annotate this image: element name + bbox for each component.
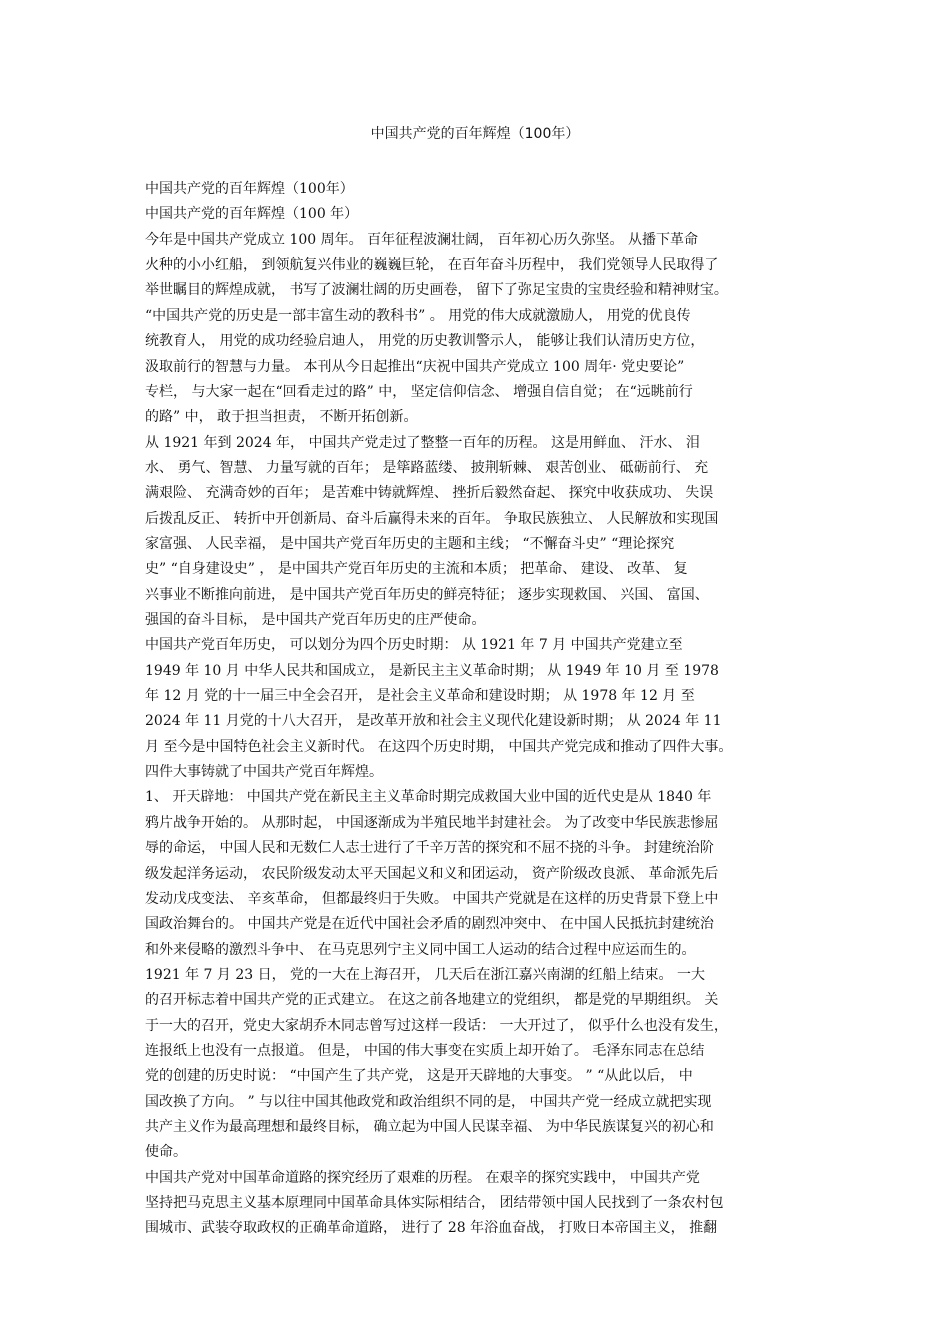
body-text-line: 四件大事铸就了中国共产党百年辉煌。: [145, 764, 383, 781]
body-text-line: 发动戊戌变法、 辛亥革命， 但都最终归于失败。 中国共产党就是在这样的历史背景下登上中: [145, 890, 719, 907]
body-text-line: 级发起洋务运动， 农民阶级发动太平天国起义和义和团运动， 资产阶级改良派、 革命派先后: [145, 865, 719, 882]
body-text-line: 共产主义作为最高理想和最终目标， 确立起为中国人民谋幸福、 为中华民族谋复兴的初心和: [145, 1119, 714, 1135]
body-text-line: 中国共产党的百年辉煌（100 年）: [145, 206, 359, 223]
body-text-line: 1921 年 7 月 23 日， 党的一大在上海召开， 几天后在浙江嘉兴南湖的红船上结束。 一大: [145, 966, 705, 983]
body-text-line: 家富强、 人民幸福， 是中国共产党百年历史的主题和主线； “不懈奋斗史” “理论探究: [145, 535, 675, 552]
body-text-line: 的路” 中， 敢于担当担责， 不断开拓创新。: [145, 409, 418, 426]
body-text-line: “中国共产党的历史是一部丰富生动的教科书” 。 用党的伟大成就激励人， 用党的优良传: [145, 307, 691, 324]
body-text-line: 中国共产党百年历史， 可以划分为四个历史时期： 从 1921 年 7 月 中国共产党建立至: [145, 637, 683, 654]
body-text-line: 满艰险、 充满奇妙的百年； 是苦难中铸就辉煌、 挫折后毅然奋起、 探究中收获成功、 失误: [145, 485, 714, 502]
body-text-line: 年 12 月 党的十一届三中全会召开， 是社会主义革命和建设时期； 从 1978 年 12 月 至: [145, 688, 695, 704]
body-text-line: 后拨乱反正、 转折中开创新局、奋斗后赢得未来的百年。 争取民族独立、 人民解放和实现国: [145, 510, 719, 527]
body-text-line: 国政治舞台的。 中国共产党是在近代中国社会矛盾的剧烈冲突中、 在中国人民抵抗封建统治: [145, 916, 714, 933]
body-text-line: 汲取前行的智慧与力量。 本刊从今日起推出“庆祝中国共产党成立 100 周年· 党史要论”: [145, 358, 685, 375]
body-text-line: 2024 年 11 月党的十八大召开， 是改革开放和社会主义现代化建设新时期； 从 2024 年 11: [145, 713, 722, 730]
body-text-line: 鸦片战争开始的。 从那时起， 中国逐渐成为半殖民地半封建社会。 为了改变中华民族悲惨屈: [145, 814, 719, 831]
body-text-line: 中国共产党对中国革命道路的探究经历了艰难的历程。 在艰辛的探究实践中， 中国共产党: [145, 1169, 700, 1186]
body-text-line: 从 1921 年到 2024 年， 中国共产党走过了整整一百年的历程。 这是用鲜血、 汗水、 泪: [145, 434, 700, 451]
body-text-line: 辱的命运， 中国人民和无数仁人志士进行了千辛万苦的探究和不屈不挠的斗争。 封建统治阶: [145, 840, 714, 857]
body-text-line: 于一大的召开，党史大家胡乔木同志曾写过这样一段话： 一大开过了， 似乎什么也没有发生，: [145, 1017, 728, 1034]
body-text-line: 中国共产党的百年辉煌（100年）: [145, 181, 354, 197]
body-text-line: 水、 勇气、智慧、 力量写就的百年； 是筚路蓝缕、 披荆斩棘、 艰苦创业、 砥砺前行、 充: [145, 459, 709, 476]
body-text-line: 强国的奋斗目标， 是中国共产党百年历史的庄严使命。: [145, 612, 486, 628]
body-text-line: 月 至今是中国特色社会主义新时代。 在这四个历史时期， 中国共产党完成和推动了四件大事。: [145, 738, 733, 755]
body-text-line: 今年是中国共产党成立 100 周年。 百年征程波澜壮阔， 百年初心历久弥坚。 从播下革命: [145, 231, 698, 248]
body-text-line: 党的创建的历史时说： “中国产生了共产党， 这是开天辟地的大事变。 ” “从此以后， 中: [145, 1068, 693, 1085]
body-text-line: 使命。: [145, 1144, 187, 1161]
body-text-line: 兴事业不断推向前进， 是中国共产党百年历史的鲜亮特征； 逐步实现救国、 兴国、 富国、: [145, 586, 709, 603]
document-title: 中国共产党的百年辉煌（100年）: [370, 126, 580, 142]
body-text-line: 史” “自身建设史” ， 是中国共产党百年历史的主流和本质； 把革命、 建设、 改革、 复: [145, 561, 688, 578]
body-text-line: 火种的小小红船， 到领航复兴伟业的巍巍巨轮， 在百年奋斗历程中， 我们党领导人民取得了: [145, 257, 719, 274]
body-text-line: 1949 年 10 月 中华人民共和国成立， 是新民主主义革命时期； 从 1949 年 10 月 至 1978: [145, 662, 719, 679]
body-text-line: 1、 开天辟地： 中国共产党在新民主主义革命时期完成救国大业中国的近代史是从 1840 年: [145, 789, 712, 806]
body-text-line: 国改换了方向。 ” 与以往中国其他政党和政治组织不同的是， 中国共产党一经成立就把实现: [145, 1093, 712, 1110]
body-text-line: 坚持把马克思主义基本原理同中国革命具体实际相结合， 团结带领中国人民找到了一条农村包: [145, 1195, 724, 1211]
body-text-line: 和外来侵略的激烈斗争中、 在马克思列宁主义同中国工人运动的结合过程中应运而生的。: [145, 941, 696, 958]
body-text-line: 举世瞩目的辉煌成就， 书写了波澜壮阔的历史画卷， 留下了弥足宝贵的宝贵经验和精神财宝。: [145, 282, 728, 299]
body-text-line: 连报纸上也没有一点报道。 但是， 中国的伟大事变在实质上却开始了。 毛泽东同志在总结: [145, 1042, 705, 1059]
body-text-line: 围城市、武装夺取政权的正确革命道路， 进行了 28 年浴血奋战， 打败日本帝国主义， 推翻: [145, 1220, 718, 1237]
body-text-line: 统教育人， 用党的成功经验启迪人， 用党的历史教训警示人， 能够让我们认清历史方位，: [145, 333, 705, 350]
body-text-line: 的召开标志着中国共产党的正式建立。 在这之前各地建立的党组织， 都是党的早期组织。 关: [145, 992, 719, 1009]
body-text-line: 专栏， 与大家一起在“回看走过的路” 中， 坚定信仰信念、 增强自信自觉； 在“远眺前行: [145, 383, 693, 400]
